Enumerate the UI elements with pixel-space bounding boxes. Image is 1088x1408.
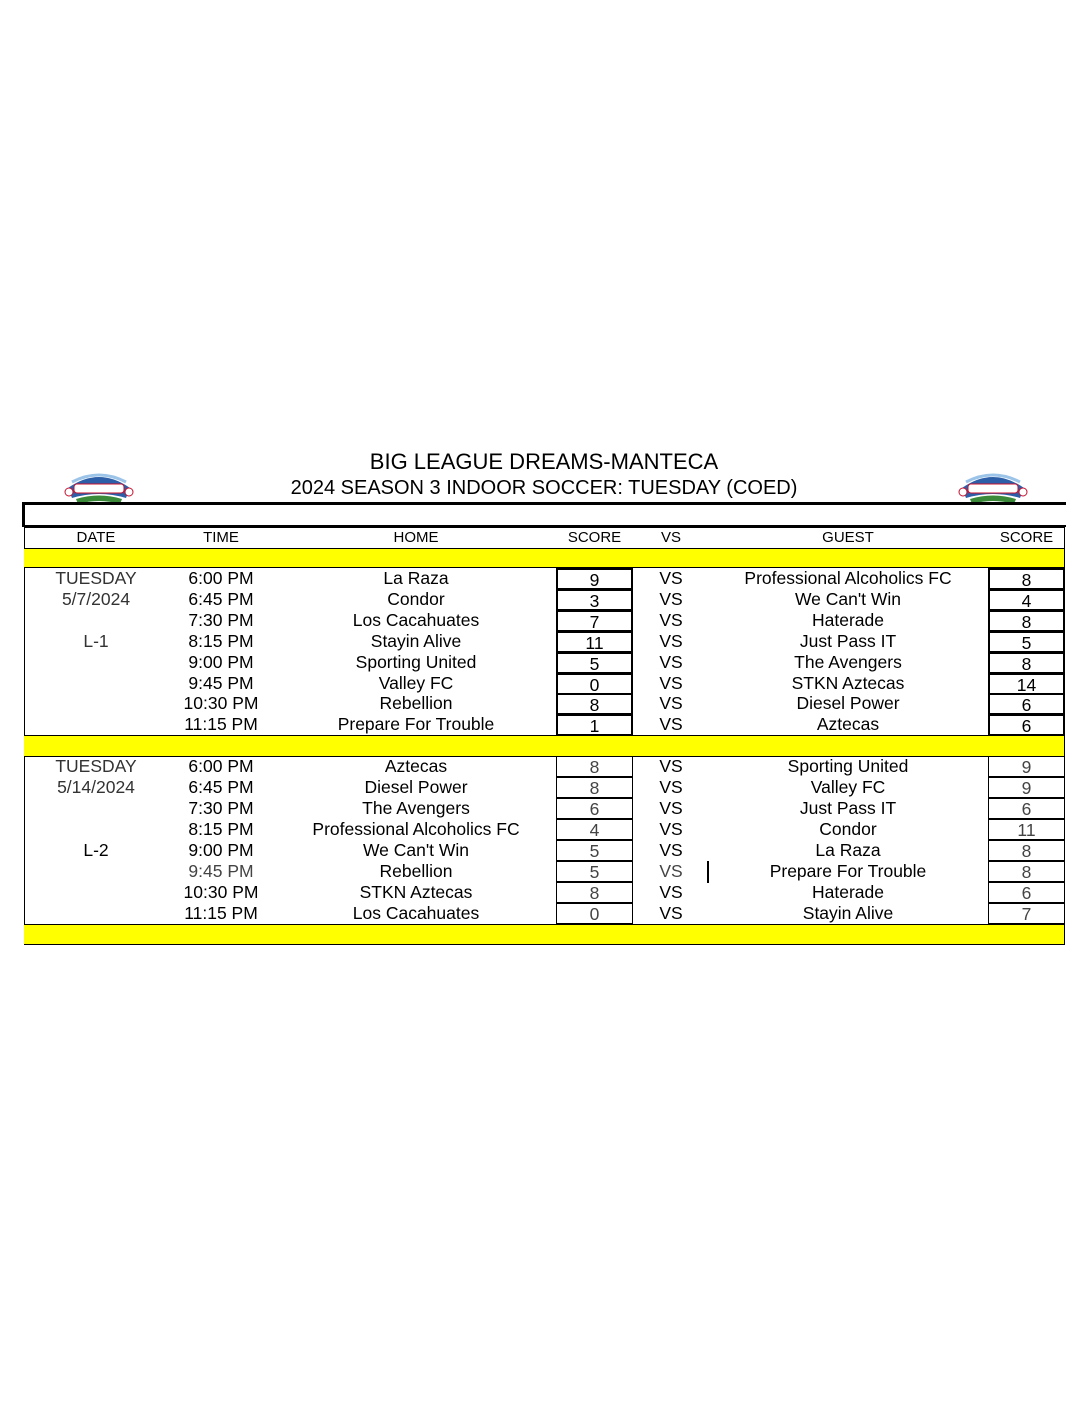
home-team: Condor: [387, 589, 445, 609]
guest-team: Professional Alcoholics FC: [744, 568, 952, 588]
page-subtitle: 2024 SEASON 3 INDOOR SOCCER: TUESDAY (COED): [290, 477, 798, 499]
guest-team: Aztecas: [816, 714, 880, 734]
vs-label: VS: [659, 714, 683, 734]
guest-team: Haterade: [812, 882, 884, 902]
vs-label: VS: [659, 777, 683, 797]
guest-score: 6: [988, 798, 1065, 819]
vs-label: VS: [659, 882, 683, 902]
guest-team: Condor: [819, 819, 877, 839]
separator-band: [24, 735, 1064, 757]
game-time: 9:45 PM: [188, 861, 254, 881]
guest-score: 4: [988, 589, 1065, 610]
guest-team: Prepare For Trouble: [769, 861, 927, 881]
game-time: 8:15 PM: [188, 819, 254, 839]
home-team: Professional Alcoholics FC: [312, 819, 520, 839]
guest-score: 8: [988, 610, 1065, 631]
game-time: 6:00 PM: [188, 568, 254, 588]
guest-score: 11: [988, 819, 1065, 840]
separator-band: [24, 924, 1064, 945]
header-rule: [22, 502, 1066, 505]
vs-label: VS: [659, 589, 683, 609]
week-league: L-2: [83, 840, 109, 860]
game-time: 9:00 PM: [188, 840, 254, 860]
vs-label: VS: [659, 903, 683, 923]
header-frame-left: [22, 502, 25, 526]
guest-score: 8: [988, 568, 1065, 589]
home-team: La Raza: [383, 568, 449, 588]
vs-label: VS: [659, 819, 683, 839]
game-time: 7:30 PM: [188, 798, 254, 818]
vs-label: VS: [659, 652, 683, 672]
home-team: Prepare For Trouble: [337, 714, 495, 734]
guest-team: Just Pass IT: [799, 631, 897, 651]
guest-score: 5: [988, 631, 1065, 652]
col-header-guest-score: SCORE: [999, 529, 1054, 546]
home-team: Diesel Power: [364, 777, 468, 797]
home-score: 6: [556, 798, 633, 819]
home-score: 7: [556, 610, 633, 631]
vs-label: VS: [659, 673, 683, 693]
guest-team: Diesel Power: [796, 693, 900, 713]
week-date: 5/14/2024: [57, 777, 135, 797]
page-title: BIG LEAGUE DREAMS-MANTECA: [369, 449, 719, 474]
vs-label: VS: [659, 693, 683, 713]
home-team: Valley FC: [378, 673, 454, 693]
home-team: Los Cacahuates: [352, 610, 480, 630]
home-score: 8: [556, 756, 633, 777]
game-time: 6:00 PM: [188, 756, 254, 776]
home-score: 3: [556, 589, 633, 610]
guest-score: 6: [988, 693, 1065, 714]
home-score: 5: [556, 840, 633, 861]
col-header-time: TIME: [203, 529, 239, 546]
week-day: TUESDAY: [55, 756, 137, 776]
guest-team: Stayin Alive: [802, 903, 894, 923]
guest-team: STKN Aztecas: [791, 673, 905, 693]
home-team: Stayin Alive: [370, 631, 462, 651]
guest-score: 8: [988, 840, 1065, 861]
guest-score: 9: [988, 777, 1065, 798]
game-time: 10:30 PM: [183, 693, 259, 713]
game-time: 11:15 PM: [184, 714, 258, 734]
game-time: 6:45 PM: [188, 589, 254, 609]
home-score: 5: [556, 861, 633, 882]
home-score: 8: [556, 693, 633, 714]
col-header-home: HOME: [393, 529, 439, 546]
game-time: 8:15 PM: [188, 631, 254, 651]
guest-team: The Avengers: [794, 652, 902, 672]
vs-label: VS: [659, 610, 683, 630]
home-team: Los Cacahuates: [352, 903, 480, 923]
league-logo-right: [956, 468, 1030, 506]
vs-label: VS: [659, 861, 683, 881]
guest-team: We Can't Win: [794, 589, 902, 609]
game-time: 9:45 PM: [188, 673, 254, 693]
home-score: 5: [556, 652, 633, 673]
game-time: 10:30 PM: [183, 882, 259, 902]
home-team: We Can't Win: [362, 840, 470, 860]
vs-label: VS: [659, 840, 683, 860]
guest-team: Just Pass IT: [799, 798, 897, 818]
guest-team: Sporting United: [787, 756, 909, 776]
guest-score: 6: [988, 714, 1065, 735]
vs-label: VS: [659, 798, 683, 818]
home-team: Aztecas: [384, 756, 448, 776]
col-header-home-score: SCORE: [567, 529, 622, 546]
separator-band: [24, 548, 1064, 568]
league-logo-left: [62, 468, 136, 506]
game-time: 9:00 PM: [188, 652, 254, 672]
home-score: 0: [556, 673, 633, 694]
col-header-guest: GUEST: [822, 529, 874, 546]
vs-label: VS: [659, 568, 683, 588]
game-time: 7:30 PM: [188, 610, 254, 630]
week-date: 5/7/2024: [61, 589, 131, 609]
home-score: 0: [556, 903, 633, 924]
home-score: 9: [556, 568, 633, 589]
vs-label: VS: [659, 631, 683, 651]
guest-team: La Raza: [815, 840, 881, 860]
home-team: Sporting United: [355, 652, 477, 672]
home-team: The Avengers: [362, 798, 470, 818]
game-time: 6:45 PM: [188, 777, 254, 797]
col-header-vs: VS: [660, 529, 681, 546]
home-score: 8: [556, 882, 633, 903]
home-team: Rebellion: [379, 693, 453, 713]
guest-score: 8: [988, 652, 1065, 673]
home-team: Rebellion: [379, 861, 453, 881]
col-header-date: DATE: [76, 529, 116, 546]
guest-score: 9: [988, 756, 1065, 777]
vs-label: VS: [659, 756, 683, 776]
guest-score: 14: [988, 673, 1065, 694]
home-score: 8: [556, 777, 633, 798]
game-time: 11:15 PM: [184, 903, 258, 923]
cell-divider: [707, 861, 709, 883]
home-score: 11: [556, 631, 633, 652]
guest-score: 7: [988, 903, 1065, 924]
guest-score: 6: [988, 882, 1065, 903]
home-score: 4: [556, 819, 633, 840]
guest-score: 8: [988, 861, 1065, 882]
week-day: TUESDAY: [55, 568, 137, 588]
home-team: STKN Aztecas: [359, 882, 473, 902]
week-league: L-1: [83, 631, 109, 651]
home-score: 1: [556, 714, 633, 735]
guest-team: Haterade: [812, 610, 884, 630]
guest-team: Valley FC: [810, 777, 886, 797]
